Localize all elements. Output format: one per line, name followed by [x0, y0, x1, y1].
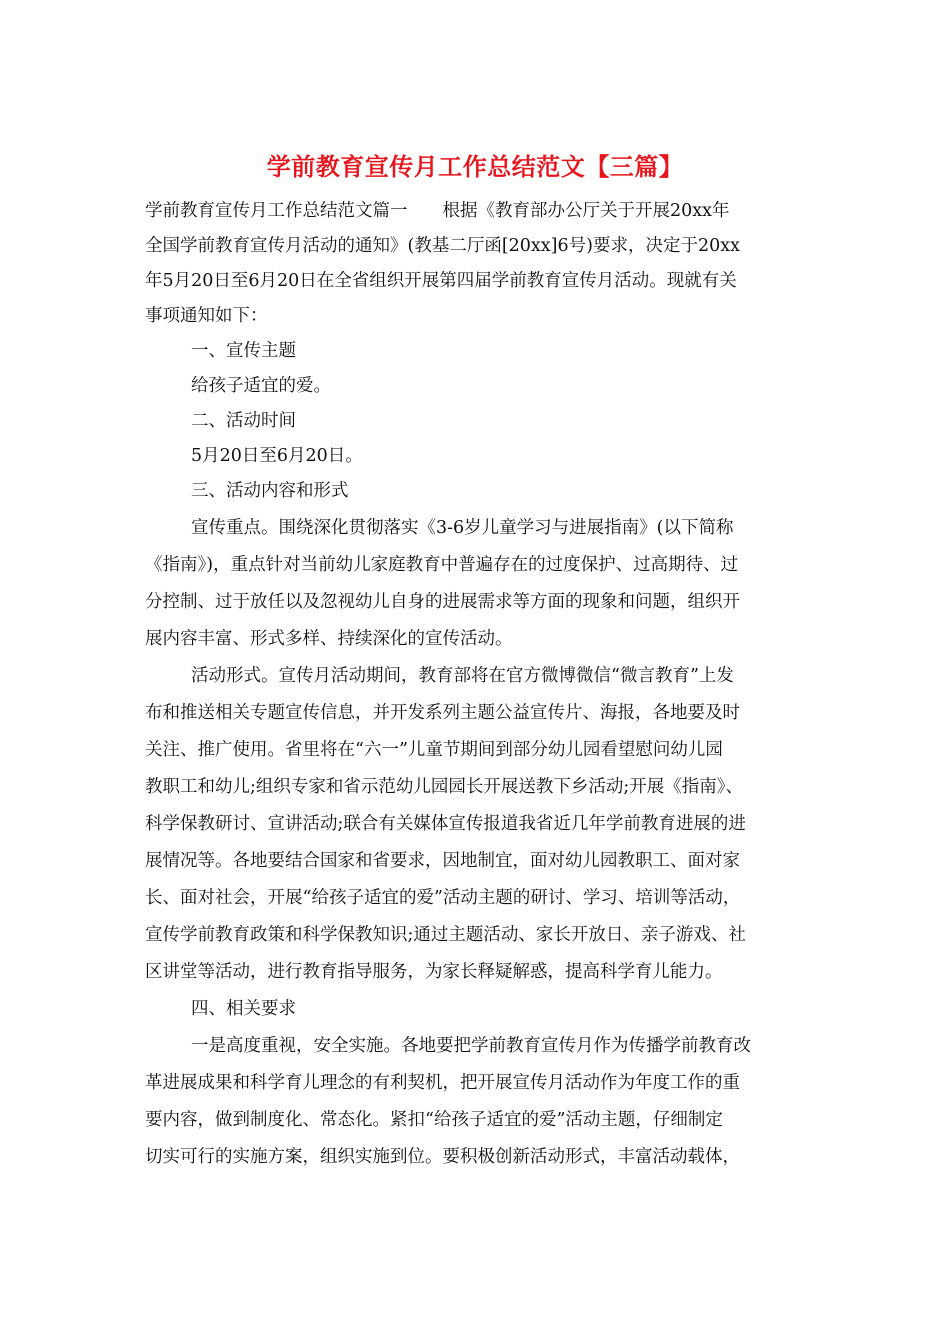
body-line: 区讲堂等活动，进行教育指导服务，为家长释疑解惑，提高科学育儿能力。	[145, 962, 723, 982]
body-line: 宣传学前教育政策和科学保教知识;通过主题活动、家长开放日、亲子游戏、社	[145, 925, 746, 945]
body-line: 《指南》)，重点针对当前幼儿家庭教育中普遍存在的过度保护、过高期待、过	[145, 555, 739, 575]
section-heading: 二、活动时间	[191, 411, 296, 431]
body-line: 切实可行的实施方案，组织实施到位。要积极创新活动形式，丰富活动载体，	[145, 1147, 740, 1167]
body-line: 学前教育宣传月工作总结范文篇一 根据《教育部办公厅关于开展20xx年	[145, 201, 730, 221]
document-title: 学前教育宣传月工作总结范文【三篇】	[266, 152, 684, 181]
body-line: 5月20日至6月20日。	[191, 446, 363, 466]
body-line: 宣传重点。围绕深化贯彻落实《3-6岁儿童学习与进展指南》(以下简称	[191, 518, 734, 538]
body-line: 科学保教研讨、宣讲活动;联合有关媒体宣传报道我省近几年学前教育进展的进	[145, 814, 746, 834]
body-line: 活动形式。宣传月活动期间，教育部将在官方微博微信“微言教育”上发	[191, 666, 734, 686]
section-heading: 四、相关要求	[191, 999, 296, 1019]
body-line: 展内容丰富、形式多样、持续深化的宣传活动。	[145, 629, 513, 649]
body-line: 长、面对社会，开展“给孩子适宜的爱”活动主题的研讨、学习、培训等活动，	[145, 888, 741, 908]
body-line: 关注、推广使用。省里将在“六一”儿童节期间到部分幼儿园看望慰问幼儿园	[145, 740, 723, 760]
body-line: 革进展成果和科学育儿理念的有利契机，把开展宣传月活动作为年度工作的重	[145, 1073, 740, 1093]
body-line: 布和推送相关专题宣传信息，并开发系列主题公益宣传片、海报，各地要及时	[145, 703, 740, 723]
section-heading: 三、活动内容和形式	[191, 481, 349, 501]
body-line: 全国学前教育宣传月活动的通知》(教基二厅函[20xx]6号)要求，决定于20xx	[145, 236, 740, 256]
body-line: 分控制、过于放任以及忽视幼儿自身的进展需求等方面的现象和问题，组织开	[145, 592, 740, 612]
body-line: 给孩子适宜的爱。	[191, 376, 331, 396]
body-line: 展情况等。各地要结合国家和省要求，因地制宜，面对幼儿园教职工、面对家	[145, 851, 740, 871]
body-line: 一是高度重视，安全实施。各地要把学前教育宣传月作为传播学前教育改	[191, 1036, 751, 1056]
body-line: 年5月20日至6月20日在全省组织开展第四届学前教育宣传月活动。现就有关	[145, 271, 737, 291]
body-line: 教职工和幼儿;组织专家和省示范幼儿园园长开展送教下乡活动;开展《指南》、	[145, 777, 744, 797]
section-heading: 一、宣传主题	[191, 341, 296, 361]
body-line: 事项通知如下：	[145, 306, 268, 326]
body-line: 要内容，做到制度化、常态化。紧扣“给孩子适宜的爱”活动主题，仔细制定	[145, 1110, 723, 1130]
